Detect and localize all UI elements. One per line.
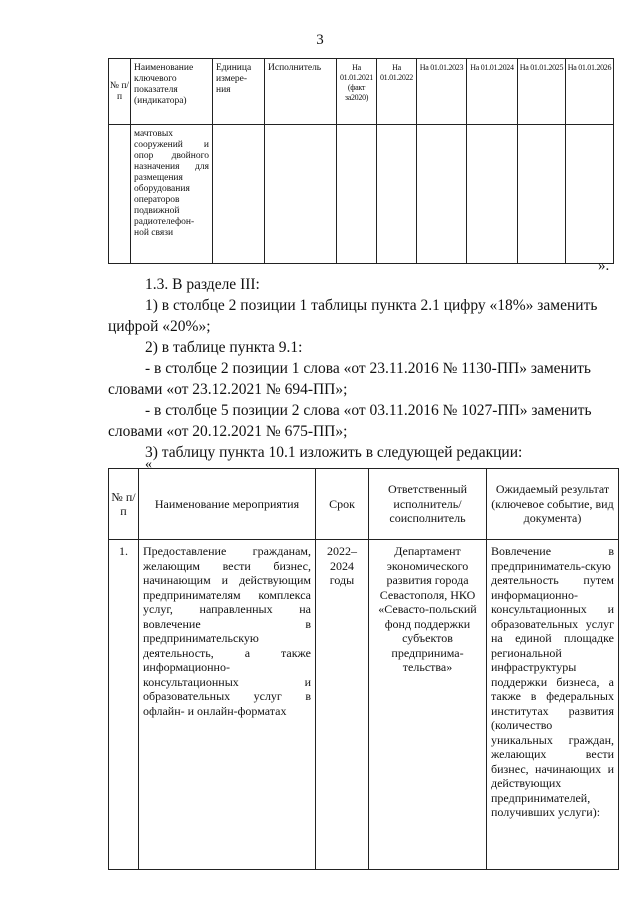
- table-header-row: [109, 469, 619, 540]
- table-cell: [518, 125, 566, 264]
- header-result: Ожидаемый результат (ключевое событие, вид документа): [487, 469, 619, 540]
- header-executor: Исполнитель: [265, 59, 337, 125]
- indicators-table: [108, 58, 614, 264]
- header-2026: На 01.01.2026: [566, 59, 614, 125]
- header-indicator-name: Наименование ключевого показателя (индикатора): [131, 59, 213, 125]
- header-number: № п/п: [109, 469, 139, 540]
- table-header-row: [109, 59, 614, 125]
- term-cell: 2022–2024 годы: [316, 540, 369, 870]
- paragraph-item-3: 3) таблицу пункта 10.1 изложить в следующей редакции:: [145, 444, 523, 461]
- paragraph-item-2: 2) в таблице пункта 9.1:: [145, 339, 303, 356]
- paragraph-item-1-cont: цифрой «20%»;: [108, 318, 211, 335]
- executor-cell: Департамент экономического развития города Севастополя, НКО «Севасто-польский фонд поддержки субъектов предпринима-тельства»: [369, 540, 487, 870]
- header-measure-name: Наименование мероприятия: [139, 469, 316, 540]
- table-cell: [213, 125, 265, 264]
- page-number: 3: [316, 32, 324, 48]
- row-number: 1.: [109, 540, 139, 870]
- header-2025: На 01.01.2025: [518, 59, 566, 125]
- table-cell: [337, 125, 377, 264]
- header-number: № п/п: [109, 59, 131, 125]
- header-2023: На 01.01.2023: [417, 59, 467, 125]
- header-2021: На 01.01.2021 (факт за2020): [337, 59, 377, 125]
- header-2022: На 01.01.2022: [377, 59, 417, 125]
- table-row: [109, 125, 614, 264]
- table-cell: [377, 125, 417, 264]
- paragraph-item-2a-cont: словами «от 23.12.2021 № 694-ПП»;: [108, 381, 348, 398]
- open-quote: «: [145, 457, 152, 472]
- table-row: [109, 540, 619, 870]
- header-executor: Ответственный исполнитель/ соисполнитель: [369, 469, 487, 540]
- measures-table: [108, 468, 619, 870]
- closing-quote: ».: [598, 258, 610, 274]
- indicator-name-cell: мачтовых сооружений и опор двойного назначения для размещения оборудования операторов подвижной радиотелефон-ной связи: [131, 125, 213, 264]
- result-cell: Вовлечение в предприниматель-скую деятельность путем информационно-консультационных и образовательных услуг на единой площадке региональной инфраструктуры поддержки бизнеса, а также в федеральных институтах развития (количество уникальных граждан, желающих вести бизнес, начинающих и действующих предпринимателей, получивших услуги):: [487, 540, 619, 870]
- table-cell: [417, 125, 467, 264]
- paragraph-item-2b: - в столбце 5 позиции 2 слова «от 03.11.2016 № 1027-ПП» заменить: [145, 402, 592, 419]
- table-cell: [265, 125, 337, 264]
- header-term: Срок: [316, 469, 369, 540]
- measure-name-cell: Предоставление гражданам, желающим вести бизнес, начинающим и действующим предпринимателям комплекса услуг, направленных на вовлечение в предпринимательскую деятельность, а также информационно-консультационных и образовательных услуг в офлайн- и онлайн-форматах: [139, 540, 316, 870]
- header-2024: На 01.01.2024: [467, 59, 518, 125]
- table-cell: [566, 125, 614, 264]
- paragraph-item-2b-cont: словами «от 20.12.2021 № 675-ПП»;: [108, 423, 348, 440]
- paragraph-section: 1.3. В разделе III:: [145, 276, 260, 293]
- table-cell: [109, 125, 131, 264]
- table-cell: [467, 125, 518, 264]
- header-unit: Единица измере-ния: [213, 59, 265, 125]
- paragraph-item-2a: - в столбце 2 позиции 1 слова «от 23.11.2016 № 1130-ПП» заменить: [145, 360, 591, 377]
- paragraph-item-1: 1) в столбце 2 позиции 1 таблицы пункта 2.1 цифру «18%» заменить: [145, 297, 598, 314]
